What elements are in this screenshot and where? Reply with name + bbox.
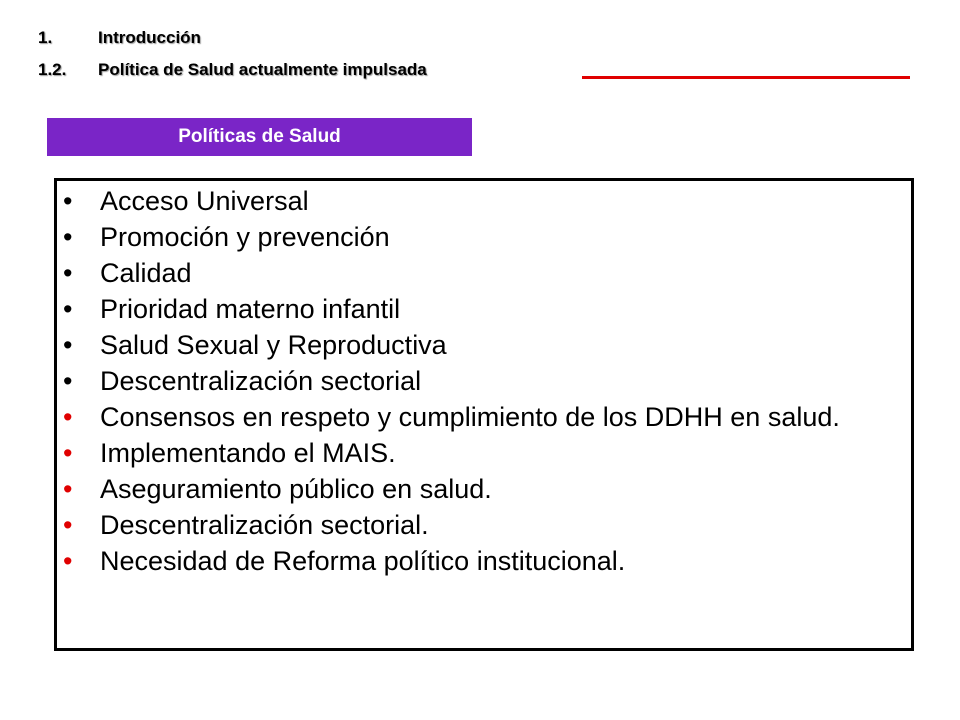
policies-banner: Políticas de Salud bbox=[47, 118, 472, 156]
policy-list bbox=[57, 183, 911, 579]
bullet-icon: • bbox=[63, 402, 73, 432]
bullet-icon: • bbox=[63, 330, 73, 360]
policy-text: Implementando el MAIS. bbox=[100, 438, 396, 468]
bullet-icon: • bbox=[63, 222, 73, 252]
bullet-icon: • bbox=[63, 438, 73, 468]
bullet-icon: • bbox=[63, 510, 73, 540]
policy-text: Salud Sexual y Reproductiva bbox=[100, 330, 447, 360]
policy-item bbox=[57, 435, 911, 471]
bullet-icon: • bbox=[63, 186, 73, 216]
subsection-heading bbox=[38, 60, 427, 80]
policy-item bbox=[57, 327, 911, 363]
policy-item bbox=[57, 399, 911, 435]
policy-item bbox=[57, 183, 911, 219]
policy-item bbox=[57, 291, 911, 327]
bullet-icon: • bbox=[63, 366, 73, 396]
policy-text: Consensos en respeto y cumplimiento de los DDHH en salud. bbox=[100, 402, 840, 432]
policy-text: Calidad bbox=[100, 258, 192, 288]
policy-item bbox=[57, 363, 911, 399]
policy-list-box bbox=[54, 178, 914, 651]
policy-text: Descentralización sectorial bbox=[100, 366, 422, 396]
bullet-icon: • bbox=[63, 474, 73, 504]
policy-text: Aseguramiento público en salud. bbox=[100, 474, 492, 504]
subsection-title: Política de Salud actualmente impulsada bbox=[98, 60, 427, 79]
policy-item bbox=[57, 471, 911, 507]
bullet-icon: • bbox=[63, 546, 73, 576]
section-title: Introducción bbox=[98, 28, 201, 47]
policy-text: Acceso Universal bbox=[100, 186, 309, 216]
section-heading bbox=[38, 28, 201, 48]
policy-text: Prioridad materno infantil bbox=[100, 294, 401, 324]
policy-text: Promoción y prevención bbox=[100, 222, 390, 252]
policy-item bbox=[57, 543, 911, 579]
policy-item bbox=[57, 219, 911, 255]
section-number: 1. bbox=[38, 28, 53, 47]
policy-item bbox=[57, 255, 911, 291]
subsection-number: 1.2. bbox=[38, 60, 67, 79]
title-underline bbox=[582, 76, 910, 79]
policy-item bbox=[57, 507, 911, 543]
policy-text: Descentralización sectorial. bbox=[100, 510, 429, 540]
bullet-icon: • bbox=[63, 258, 73, 288]
bullet-icon: • bbox=[63, 294, 73, 324]
policy-text: Necesidad de Reforma político institucional. bbox=[100, 546, 626, 576]
